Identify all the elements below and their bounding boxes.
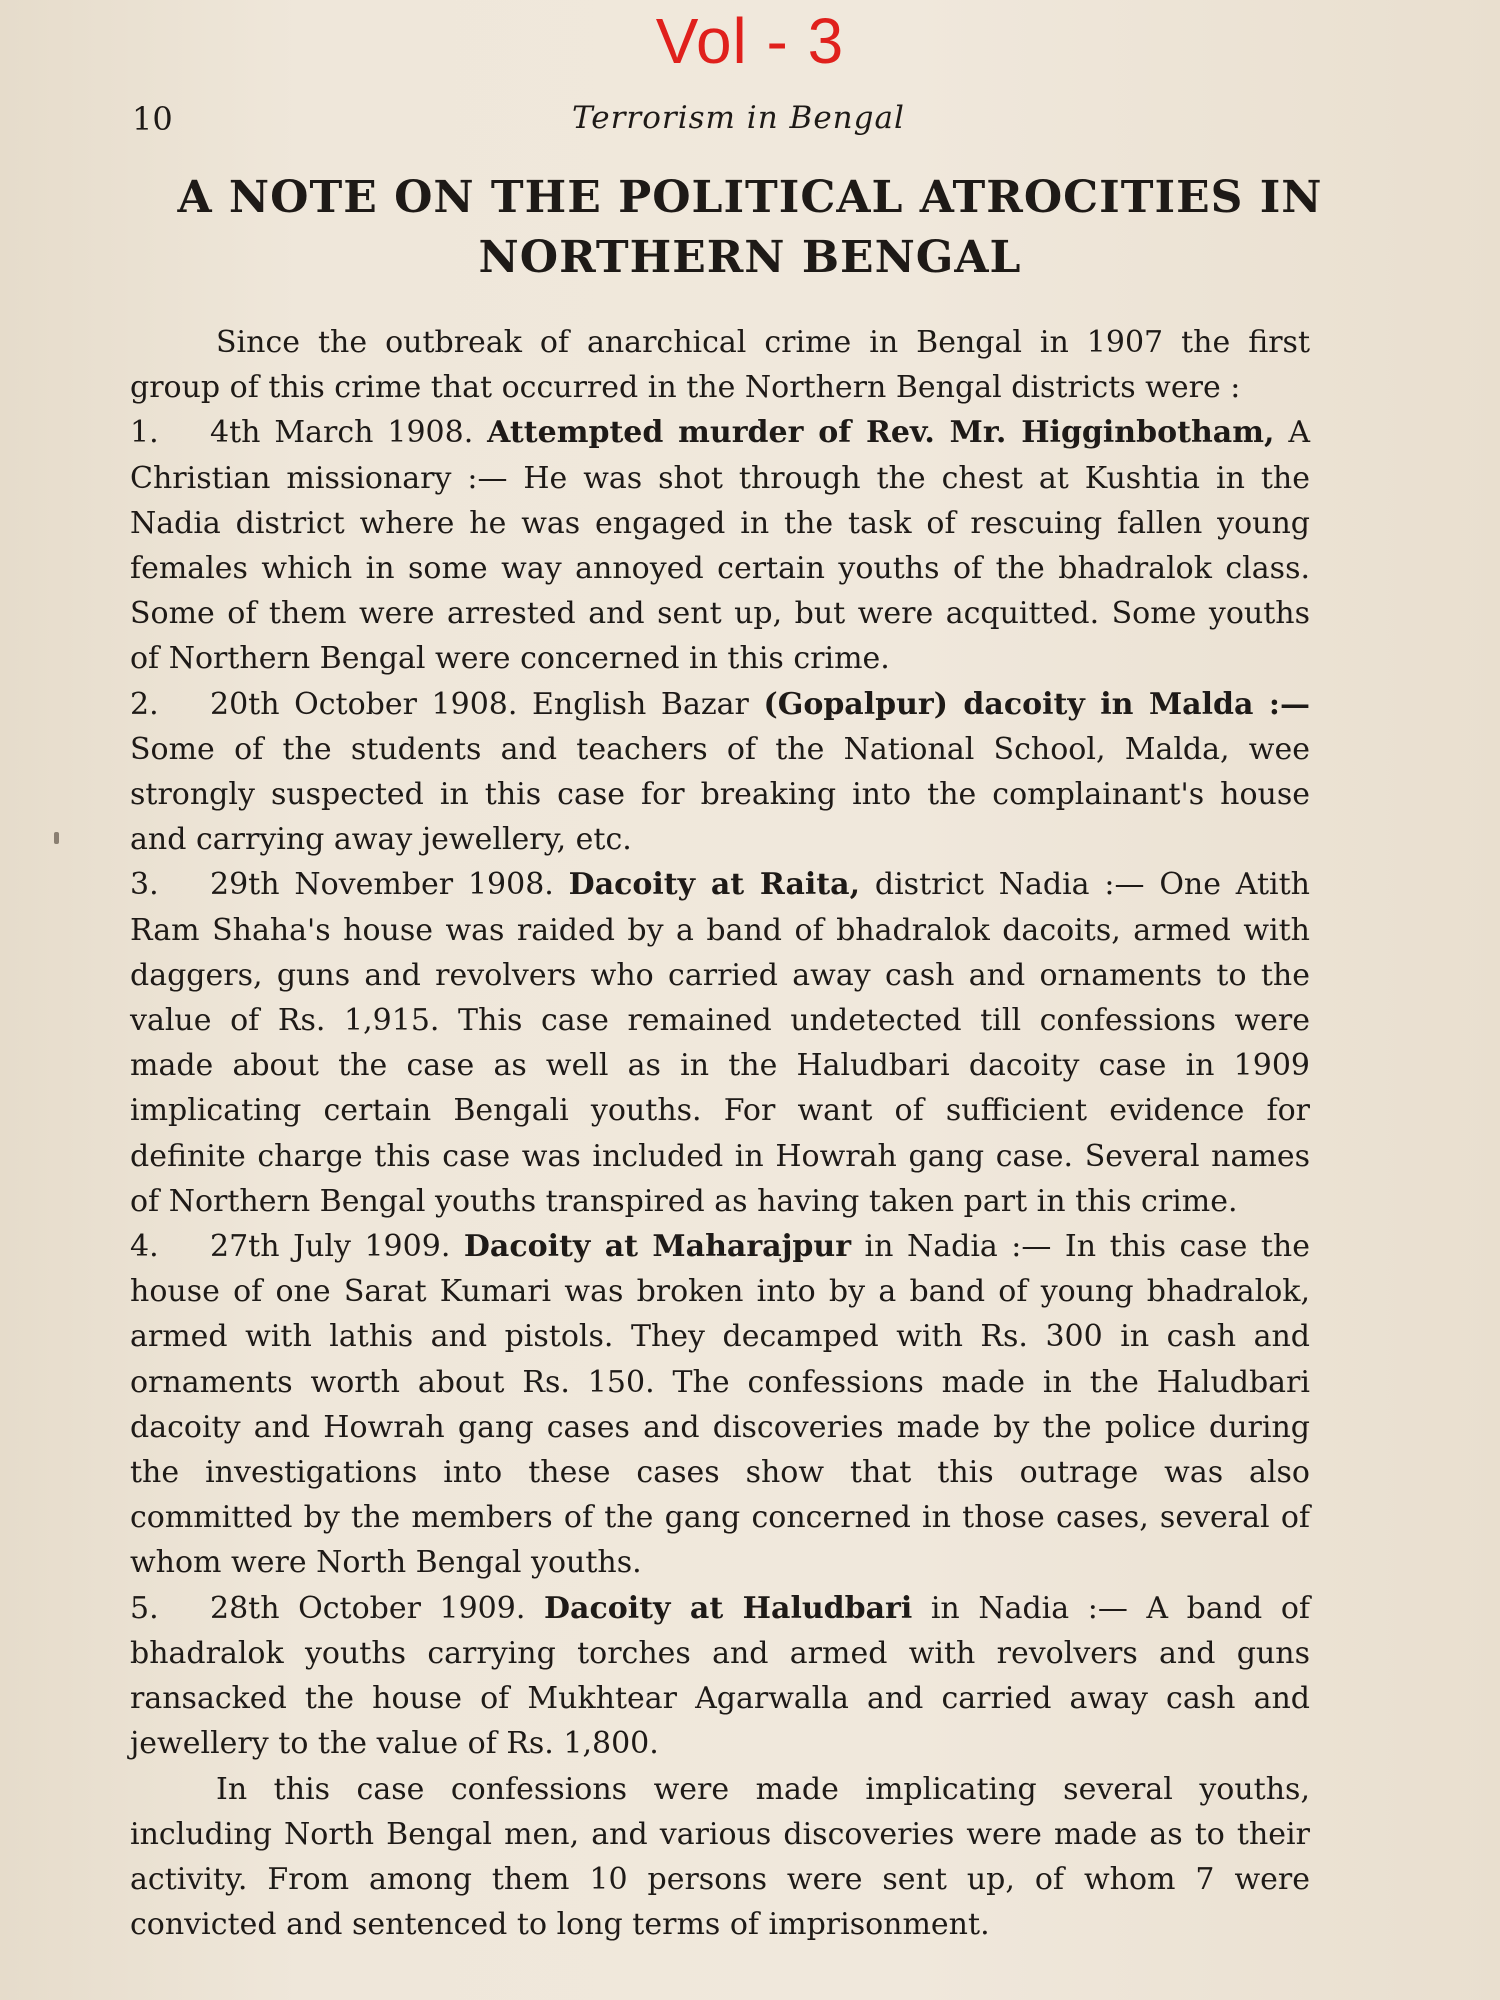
entry-number: 2. <box>130 686 159 722</box>
entry-number: 5. <box>130 1590 159 1626</box>
entry-number: 4. <box>130 1229 159 1265</box>
volume-label: Vol - 3 <box>655 5 845 77</box>
heading-line-2: NORTHERN BENGAL <box>478 232 1022 283</box>
entry-title: Dacoity at Haludbari <box>543 1590 913 1626</box>
entry-date: 27th July 1909. <box>210 1229 451 1265</box>
entry-title: Dacoity at Maharajpur <box>463 1229 852 1265</box>
entry-title: Dacoity at Raita, <box>568 867 861 903</box>
intro-paragraph: Since the outbreak of anarchical crime in Bengal in 1907 the first group of this crime that occurred in the Northern Bengal districts were : <box>130 325 1310 406</box>
entry-title: Attempted murder of Rev. Mr. Higginbotham, <box>487 415 1275 451</box>
entry-date: 4th March 1908. <box>210 415 474 451</box>
entry-5 <box>130 1586 1310 1767</box>
entry-text: in Nadia :— In this case the house of one Sarat Kumari was broken into by a band of young bhadralok, armed with lathis and pistols. They decamped with Rs. 300 in cash and ornaments worth about Rs. 150. The confessions made in the Haludbari dacoity and Howrah gang cases and discoveries made by the police during the investigations into these cases show that this outrage was also committed by the members of the gang concerned in those cases, several of whom were North Bengal youths. <box>130 1229 1310 1581</box>
entry-title-pre: English Bazar <box>532 686 749 722</box>
entry-4 <box>130 1224 1310 1586</box>
entry-3 <box>130 862 1310 1224</box>
closing-paragraph: In this case confessions were made implicating several youths, including North Bengal men, and various discoveries were made as to their activity. From among them 10 persons were sent up, of whom 7 were convicted and sentenced to long terms of imprisonment. <box>130 1771 1310 1943</box>
entry-text: district Nadia :— One Atith Ram Shaha's house was raided by a band of bhadralok dacoits, armed with daggers, guns and revolvers who carried away cash and ornaments to the value of Rs. 1,915. This case remained undetected till confessions were made about the case as well as in the Haludbari dacoity case in 1909 implicating certain Bengali youths. For want of sufficient evidence for definite charge this case was included in Howrah gang case. Several names of Northern Bengal youths transpired as having taken part in this crime. <box>130 867 1310 1219</box>
heading-line-1: A NOTE ON THE POLITICAL ATROCITIES IN <box>177 172 1323 223</box>
entry-text: Some of the students and teachers of the National School, Malda, wee strongly suspected in this case for breaking into the complainant's house and carrying away jewellery, etc. <box>130 731 1310 858</box>
entry-title: (Gopalpur) dacoity in Malda :— <box>763 686 1310 722</box>
entry-date: 29th November 1908. <box>210 867 554 903</box>
entry-number: 1. <box>130 415 159 451</box>
book-title: Terrorism in Bengal <box>572 100 905 136</box>
entry-text: in Nadia :— A band of bhadralok youths carrying torches and armed with revolvers and guns ransacked the house of Mukhtear Agarwalla and carried away cash and jewellery to the value of Rs. 1,800. <box>130 1590 1310 1762</box>
entry-2 <box>130 682 1310 863</box>
margin-mark <box>54 832 59 844</box>
entry-date: 20th October 1908. <box>210 686 518 722</box>
entry-text: A Christian missionary :— He was shot through the chest at Kushtia in the Nadia district where he was engaged in the task of rescuing fallen young females which in some way annoyed certain youths of the bhadralok class. Some of them were arrested and sent up, but were acquitted. Some youths of Northern Bengal were concerned in this crime. <box>130 415 1310 677</box>
entry-date: 28th October 1909. <box>210 1590 526 1626</box>
entry-1 <box>130 410 1310 681</box>
entry-number: 3. <box>130 867 159 903</box>
chapter-heading <box>120 168 1380 288</box>
body-text <box>130 320 1310 1947</box>
running-head <box>132 100 1312 144</box>
page-number: 10 <box>132 100 173 138</box>
